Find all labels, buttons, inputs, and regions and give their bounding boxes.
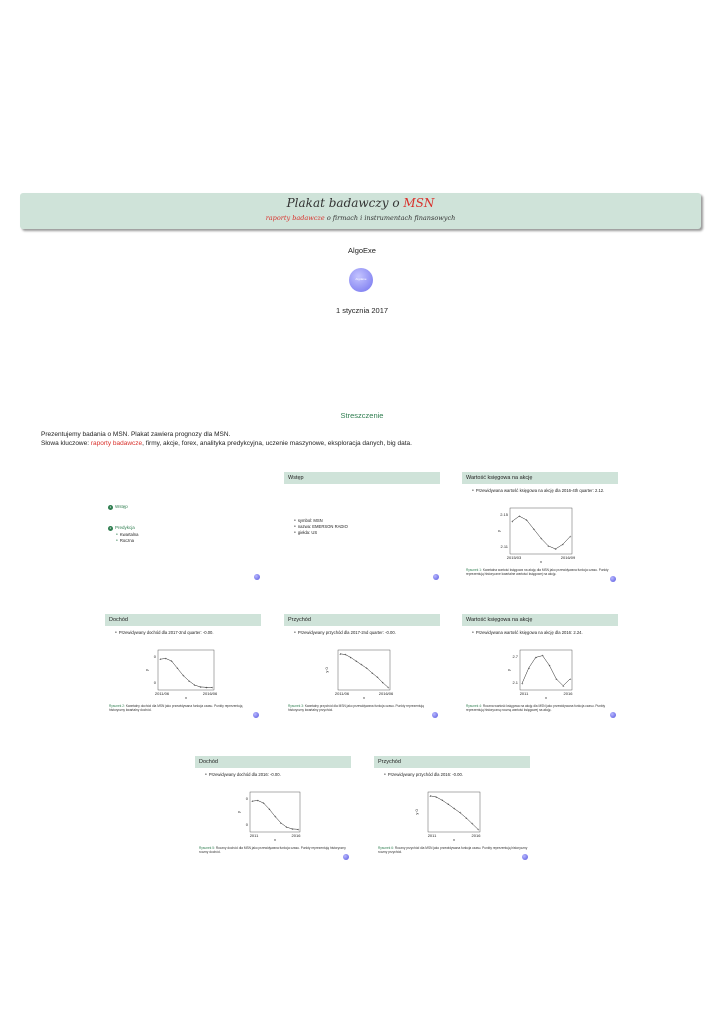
y-axis-label: y — [506, 669, 511, 671]
data-point: + — [291, 826, 294, 832]
caption-text: Roczny przychód dla MSN jako przewidywana funkcja czasu. Punkty reprezentują historyczny roczny przychód. — [378, 846, 528, 855]
data-point: + — [521, 681, 524, 686]
caption-label: Rysunek 6: — [378, 846, 394, 850]
nav-icon[interactable] — [433, 574, 439, 580]
chart — [232, 792, 312, 852]
y-axis-label: y — [496, 530, 501, 532]
toc-item-prediction[interactable]: 2 Predykcja — [109, 525, 135, 530]
caption-label: Rysunek 2: — [109, 704, 125, 708]
x-axis-label: x — [545, 695, 547, 700]
data-point: + — [548, 663, 551, 668]
poster-title: Plakat badawczy o MSN — [286, 196, 435, 210]
figure-caption — [199, 846, 349, 854]
data-point: + — [471, 821, 474, 827]
caption-label: Rysunek 5: — [199, 846, 215, 850]
data-point: + — [532, 526, 536, 532]
data-point: + — [182, 672, 185, 678]
nav-icon[interactable] — [253, 712, 259, 718]
y-tick-label: 0 — [153, 654, 156, 659]
algoexe-logo: AlgoExe — [349, 268, 373, 292]
y-axis-label: y — [236, 811, 241, 813]
title-banner — [20, 193, 701, 229]
author: AlgoExe — [348, 246, 376, 255]
x-axis-label: x — [185, 695, 187, 700]
toc-sub-annual[interactable]: ● Roczna — [116, 538, 134, 544]
figure-caption — [288, 704, 438, 712]
x-axis-label: x — [274, 837, 276, 842]
panel-header: Przychód — [284, 614, 440, 626]
y-tick-label: 0 — [245, 822, 248, 827]
data-point: + — [339, 651, 342, 657]
data-point: + — [211, 684, 214, 690]
panel-bullet: ● Przewidywany przychód dla 2017-2nd quarter: -0.00. — [294, 630, 396, 636]
y-tick-label: 0 — [153, 680, 156, 685]
y-axis-label: y 0 — [414, 809, 419, 815]
figure-caption — [109, 704, 259, 712]
x-axis-label: x — [453, 837, 455, 842]
data-point: + — [453, 805, 456, 811]
data-point: + — [251, 798, 254, 804]
chart — [320, 650, 402, 710]
intro-bullet-name: ● nazwa: EMERSON RADIO — [294, 524, 348, 530]
series-line — [522, 656, 570, 689]
data-point: + — [274, 813, 277, 819]
x-axis-label: x — [540, 559, 542, 564]
data-point: + — [205, 684, 208, 690]
abstract-line: Prezentujemy badania o MSN. Plakat zawiera prognozy dla MSN. — [41, 431, 231, 438]
panel-header: Wartość księgowa na akcję — [462, 614, 618, 626]
data-point: + — [199, 684, 202, 690]
data-point: + — [187, 678, 191, 684]
poster-subtitle: raporty badawcze o firmach i instrumentach finansowych — [265, 214, 456, 222]
data-point: + — [371, 670, 374, 676]
panel-header: Przychód — [374, 756, 530, 768]
data-point: + — [465, 815, 468, 821]
data-point: + — [569, 534, 572, 540]
x-tick-label: 2011/06 — [154, 691, 170, 696]
data-point: + — [518, 513, 521, 519]
y-tick-label: 2.15 — [500, 512, 508, 517]
data-point: + — [176, 665, 179, 671]
data-point: + — [447, 801, 450, 807]
data-point: + — [562, 683, 565, 689]
data-point: + — [547, 543, 550, 549]
data-point: + — [297, 826, 300, 832]
abstract-title: Streszczenie — [340, 411, 384, 420]
y-tick-label: 2.11 — [500, 544, 508, 549]
chart — [140, 650, 226, 710]
x-tick-label: 2016 — [471, 833, 481, 838]
data-point: + — [376, 674, 379, 680]
intro-bullet-symbol: ● symbol: MSN — [294, 518, 323, 524]
panel-bullet: ● Przewidywana wartość księgowa na akcję dla 2016-4th quarter: 2.12. — [472, 488, 604, 494]
caption-text: Kwartalna wartość księgowa na akcję dla MSN jako przewidywana funkcja czasu. Punkty reprezentują historyczne kwartalne wartości księgowej na akcję. — [466, 568, 609, 577]
figure-caption — [378, 846, 528, 854]
figure-caption — [466, 704, 616, 712]
x-axis-label: x — [363, 695, 365, 700]
x-tick-label: 2011 — [427, 833, 437, 838]
data-point: + — [554, 546, 557, 552]
series-line — [160, 655, 212, 690]
chart — [492, 508, 584, 574]
x-tick-label: 2011/06 — [334, 691, 350, 696]
data-point: + — [534, 654, 538, 660]
slide-header-intro: Wstęp — [284, 472, 440, 484]
data-point: + — [193, 682, 197, 688]
panel-header: Dochód — [105, 614, 261, 626]
data-point: + — [256, 797, 260, 803]
data-point: + — [477, 826, 480, 832]
y-axis-label: y 0 — [324, 667, 329, 673]
nav-icon[interactable] — [610, 576, 616, 582]
data-point: + — [459, 810, 462, 816]
y-tick-label: 2.7 — [512, 654, 518, 659]
data-point: + — [525, 517, 528, 523]
x-tick-label: 2016/06 — [378, 691, 394, 696]
title-highlight: MSN — [403, 196, 435, 210]
x-tick-label: 2011 — [519, 691, 529, 696]
data-point: + — [381, 680, 385, 686]
figure-caption — [466, 568, 616, 576]
panel-bullet: ● Przewidywany przychód dla 2016: -0.00. — [384, 772, 463, 778]
data-point: + — [387, 684, 390, 690]
data-point: + — [159, 656, 162, 662]
data-point: + — [365, 665, 369, 671]
data-point: + — [279, 820, 283, 826]
keywords-highlight: raporty badawcze — [90, 439, 143, 447]
data-point: + — [262, 800, 265, 806]
toc-item-intro[interactable]: 1 Wstęp — [109, 504, 128, 509]
nav-icon[interactable] — [522, 854, 528, 860]
x-tick-label: 2015/03 — [506, 555, 522, 560]
caption-text: Roczna wartość księgowa na akcję dla MSN jako przewidywana funkcja czasu. Punkty reprezentują historyczną roczną wartość księgowej na akcję. — [466, 704, 606, 713]
y-axis-label: y — [144, 669, 149, 671]
caption-text: Kwartalny przychód dla MSN jako przewidywana funkcja czasu. Punkty reprezentują historyczny kwartalny przychód. — [288, 704, 424, 713]
y-tick-label: 0 — [245, 796, 248, 801]
abstract-text — [41, 431, 412, 448]
x-tick-label: 2016 — [563, 691, 573, 696]
data-point: + — [555, 676, 558, 682]
data-point: + — [355, 658, 358, 664]
panel-header: Wartość księgowa na akcję — [462, 472, 618, 484]
data-point: + — [511, 518, 514, 524]
data-point: + — [569, 676, 572, 682]
panel-bullet: ● Przewidywany dochód dla 2017-2nd quarter: -0.00. — [115, 630, 214, 636]
toc-sub-quarterly[interactable]: ● Kwartalna — [116, 532, 138, 538]
data-point: + — [435, 794, 438, 800]
data-point: + — [360, 662, 363, 668]
chart — [502, 650, 584, 710]
data-point: + — [541, 653, 544, 659]
data-point: + — [540, 535, 543, 541]
y-tick-label: 2.1 — [512, 680, 518, 685]
data-point: + — [527, 665, 531, 671]
caption-text: Roczny dochód dla MSN jako przewidywana funkcja czasu. Punkty reprezentują historyczny roczny dochód. — [199, 846, 346, 855]
nav-icon[interactable] — [610, 712, 616, 718]
data-point: + — [268, 806, 271, 812]
caption-text: Kwartalny dochód dla MSN jako przewidywana funkcja czasu. Punkty reprezentują historyczny kwartalny dochód. — [109, 704, 243, 713]
date: 1 stycznia 2017 — [335, 306, 389, 315]
data-point: + — [441, 797, 444, 803]
keywords-line: Słowa kluczowe: raporty badawcze, firmy, akcje, forex, analityka predykcyjna, uczenie maszynowe, eksploracja danych, big data. — [41, 439, 412, 447]
caption-label: Rysunek 4: — [466, 704, 482, 708]
nav-icon[interactable] — [254, 574, 260, 580]
x-tick-label: 2011 — [249, 833, 259, 838]
data-point: + — [170, 658, 173, 664]
panel-header: Dochód — [195, 756, 351, 768]
x-tick-label: 2016/06 — [202, 691, 218, 696]
data-point: + — [164, 655, 168, 661]
panel-bullet: ● Przewidywana wartość księgowa na akcję dla 2016: 2.24. — [472, 630, 583, 636]
data-point: + — [561, 541, 565, 547]
data-point: + — [285, 824, 288, 830]
chart — [410, 792, 492, 852]
caption-label: Rysunek 1: — [466, 568, 482, 572]
nav-icon[interactable] — [432, 712, 438, 718]
x-tick-label: 2016/09 — [560, 555, 576, 560]
data-point: + — [344, 652, 347, 658]
intro-bullet-exchange: ● giełda: US — [294, 530, 317, 536]
x-tick-label: 2016 — [291, 833, 301, 838]
nav-icon[interactable] — [343, 854, 349, 860]
data-point: + — [349, 654, 353, 660]
data-point: + — [429, 793, 432, 799]
caption-label: Rysunek 3: — [288, 704, 304, 708]
subtitle-highlight: raporty badawcze — [265, 214, 325, 222]
panel-bullet: ● Przewidywany dochód dla 2016: -0.00. — [205, 772, 281, 778]
